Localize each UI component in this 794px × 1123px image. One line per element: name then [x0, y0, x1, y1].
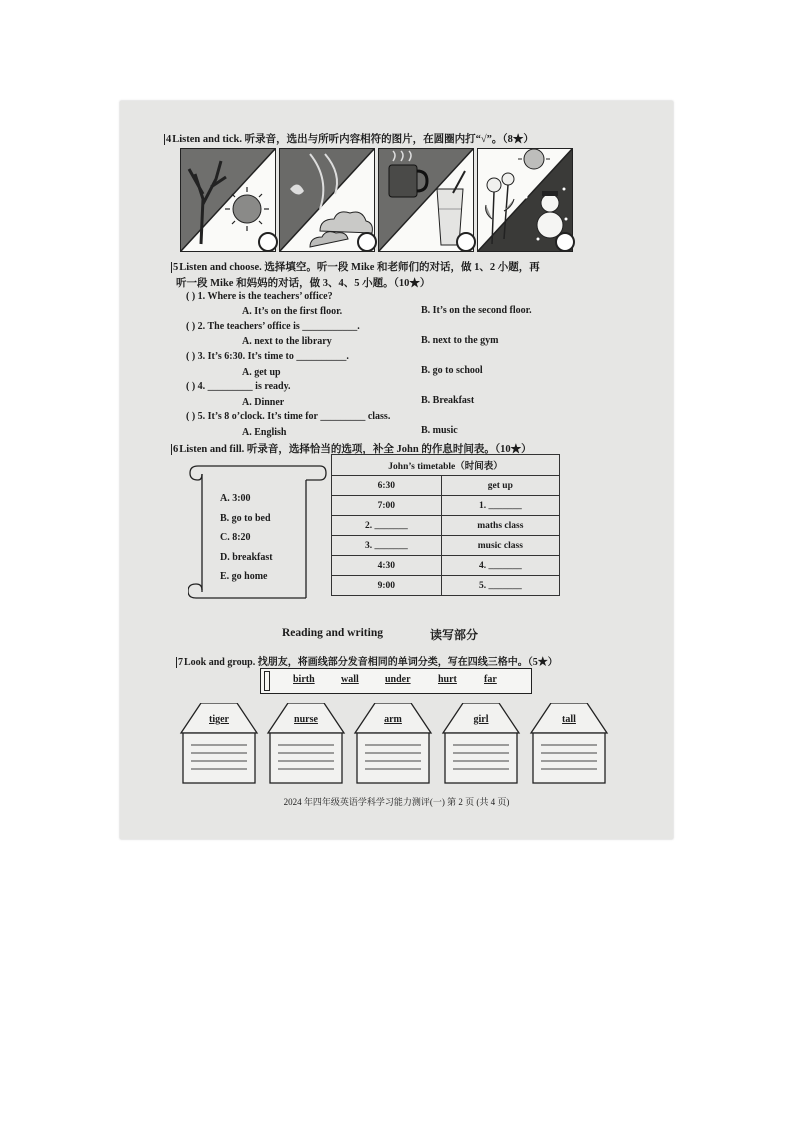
- time-cell: 4:30: [332, 556, 442, 576]
- q6-options-scroll: [188, 460, 328, 610]
- q5-item-1-stem: ( ) 1. Where is the teachers’ office?: [186, 291, 333, 302]
- activity-cell: maths class: [441, 516, 559, 536]
- exam-page: [120, 101, 673, 839]
- house-nurse: [266, 703, 346, 785]
- q4-title: [164, 131, 534, 146]
- q5-item-1-option-b[interactable]: B. It’s on the second floor.: [421, 305, 532, 316]
- word-birth: birth: [293, 674, 315, 685]
- q6-option-a: A. 3:00: [220, 493, 251, 504]
- q5-item-1-option-a[interactable]: A. It’s on the first floor.: [242, 306, 343, 317]
- q6-option-b: B. go to bed: [220, 513, 271, 524]
- timetable-caption: John’s timetable（时间表）: [332, 455, 560, 476]
- house-tiger: [179, 703, 259, 785]
- q5-item-3-option-a[interactable]: A. get up: [242, 367, 281, 378]
- q5-instruction-1: Listen and choose. 选择填空。听一段 Mike 和老师们的对话，做 1、2 小题，再: [179, 262, 540, 273]
- q5-item-4-option-a[interactable]: A. Dinner: [242, 397, 285, 408]
- house-tall: [529, 703, 609, 785]
- scroll-frame-icon: [188, 460, 328, 610]
- q6-option-c: C. 8:20: [220, 532, 251, 543]
- activity-blank-5[interactable]: 5. _______: [441, 576, 559, 596]
- word-hurt: hurt: [438, 674, 457, 685]
- q5-item-4-stem: ( ) 4. _________ is ready.: [186, 381, 291, 392]
- table-row: [332, 516, 560, 536]
- band-roll-left: [264, 671, 270, 691]
- q5-item-5-stem: ( ) 5. It’s 8 o’clock. It’s time for _________ class.: [186, 411, 391, 422]
- table-row: [332, 576, 560, 596]
- table-row: [332, 496, 560, 516]
- table-row: [332, 536, 560, 556]
- q6-instruction: Listen and fill. 听录音，选择恰当的选项，补全 John 的作息时间表。（10★）: [179, 444, 532, 455]
- q5-number: 5: [173, 262, 179, 273]
- johns-timetable: [331, 454, 560, 596]
- q5-item-5-option-a[interactable]: A. English: [242, 427, 287, 438]
- time-blank-3[interactable]: 3. _______: [332, 536, 442, 556]
- q4-tick-circle-4[interactable]: [555, 232, 575, 252]
- q5-item-3-stem: ( ) 3. It’s 6:30. It’s time to __________.: [186, 351, 349, 362]
- q7-instruction: Look and group. 找朋友，将画线部分发音相同的单词分类，写在四线三格中。（5★）: [184, 657, 558, 668]
- q5-item-2-option-a[interactable]: A. next to the library: [242, 336, 332, 347]
- activity-cell: get up: [441, 476, 559, 496]
- table-row: [332, 476, 560, 496]
- section-heading-en: Reading and writing: [282, 627, 383, 639]
- q4-instruction: Listen and tick. 听录音，选出与所听内容相符的图片，在圆圈内打“√”。（8★）: [172, 134, 534, 145]
- house-label-girl: girl: [473, 714, 489, 725]
- q5-item-5-option-b[interactable]: B. music: [421, 425, 458, 436]
- time-cell: 6:30: [332, 476, 442, 496]
- q5-item-4-option-b[interactable]: B. Breakfast: [421, 395, 475, 406]
- activity-cell: music class: [441, 536, 559, 556]
- activity-blank-1[interactable]: 1. _______: [441, 496, 559, 516]
- house-label-tall: tall: [562, 714, 576, 725]
- house-label-arm: arm: [384, 714, 402, 725]
- q4-tick-circle-1[interactable]: [258, 232, 278, 252]
- house-label-tiger: tiger: [209, 714, 229, 725]
- q5-title-line1: [171, 259, 540, 274]
- time-cell: 7:00: [332, 496, 442, 516]
- q7-word-band: [260, 668, 532, 694]
- q6-number: 6: [173, 444, 179, 455]
- q5-title-line2: 听一段 Mike 和妈妈的对话，做 3、4、5 小题。（10★）: [176, 278, 431, 289]
- house-girl: [441, 703, 521, 785]
- q6-option-d: D. breakfast: [220, 552, 273, 563]
- word-far: far: [484, 674, 497, 685]
- q6-option-e: E. go home: [220, 571, 268, 582]
- section-heading-zh: 读写部分: [430, 628, 479, 642]
- house-arm: [353, 703, 433, 785]
- time-cell: 9:00: [332, 576, 442, 596]
- q7-title: [176, 653, 558, 668]
- table-row: [332, 556, 560, 576]
- q5-item-3-option-b[interactable]: B. go to school: [421, 365, 483, 376]
- q5-item-2-option-b[interactable]: B. next to the gym: [421, 335, 499, 346]
- q5-item-2-stem: ( ) 2. The teachers’ office is ___________.: [186, 321, 360, 332]
- q4-number: 4: [166, 134, 172, 145]
- q4-tick-circle-3[interactable]: [456, 232, 476, 252]
- time-blank-2[interactable]: 2. _______: [332, 516, 442, 536]
- q7-number: 7: [178, 657, 183, 668]
- page-footer: 2024 年四年级英语学科学习能力测评(一) 第 2 页 (共 4 页): [283, 797, 510, 807]
- word-wall: wall: [341, 674, 359, 685]
- activity-blank-4[interactable]: 4. _______: [441, 556, 559, 576]
- word-under: under: [385, 674, 411, 685]
- house-label-nurse: nurse: [294, 714, 318, 725]
- q4-tick-circle-2[interactable]: [357, 232, 377, 252]
